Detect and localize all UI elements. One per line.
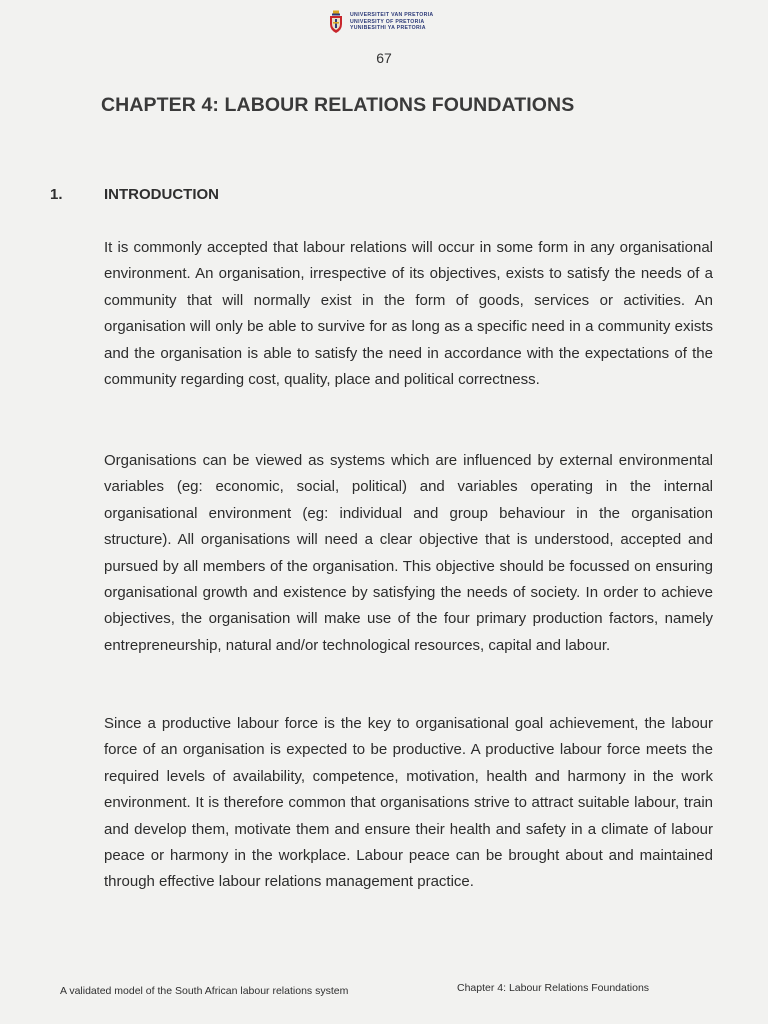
chapter-title: CHAPTER 4: LABOUR RELATIONS FOUNDATIONS — [101, 94, 575, 116]
university-crest-icon — [328, 10, 344, 34]
university-name-afrikaans: UNIVERSITEIT VAN PRETORIA — [350, 12, 434, 19]
footer-document-title: A validated model of the South African labour relations system — [60, 985, 349, 997]
paragraph-1: It is commonly accepted that labour relations will occur in some form in any organisational environment. An organisation, irrespective of its objectives, exists to satisfy the needs of a community that will normally exist in the form of goods, services or activities. An organisation will only be able to survive for as long as a specific need in a community exists and the organisation is able to satisfy the need in accordance with the expectations of the community regarding cost, quality, place and political correctness. — [104, 239, 713, 389]
university-name-english: UNIVERSITY OF PRETORIA — [350, 18, 425, 25]
section-title: INTRODUCTION — [104, 186, 219, 203]
section-number: 1. — [50, 186, 63, 203]
university-name-sepedi: YUNIBESITHI YA PRETORIA — [350, 25, 426, 32]
university-logo — [328, 8, 448, 36]
paragraph-3: Since a productive labour force is the key to organisational goal achievement, the labour force of an organisation is expected to be productive. A productive labour force meets the required levels of availability, competence, motivation, health and harmony in the work environment. It is therefore common that organisations strive to attract suitable labour, train and develop them, motivate them and ensure their health and safety in a climate of labour peace or harmony in the workplace. Labour peace can be brought about and maintained through effective labour relations management practice. — [104, 715, 713, 891]
university-name — [350, 12, 433, 32]
footer-chapter-title: Chapter 4: Labour Relations Foundations — [457, 982, 650, 994]
page-number: 67 — [376, 50, 392, 66]
paragraph-2: Organisations can be viewed as systems which are influenced by external environmental variables (eg: economic, social, political) and variables operating in the internal organisational environment (eg: individual and group behaviour in the organisation structure). All organisations will need a clear objective that is understood, accepted and pursued by all members of the organisation. This objective should be focussed on ensuring organisational growth and existence by satisfying the needs of society. In order to achieve objectives, the organisation will make use of the four primary production factors, namely entrepreneurship, natural and/or technological resources, capital and labour. — [104, 452, 713, 654]
